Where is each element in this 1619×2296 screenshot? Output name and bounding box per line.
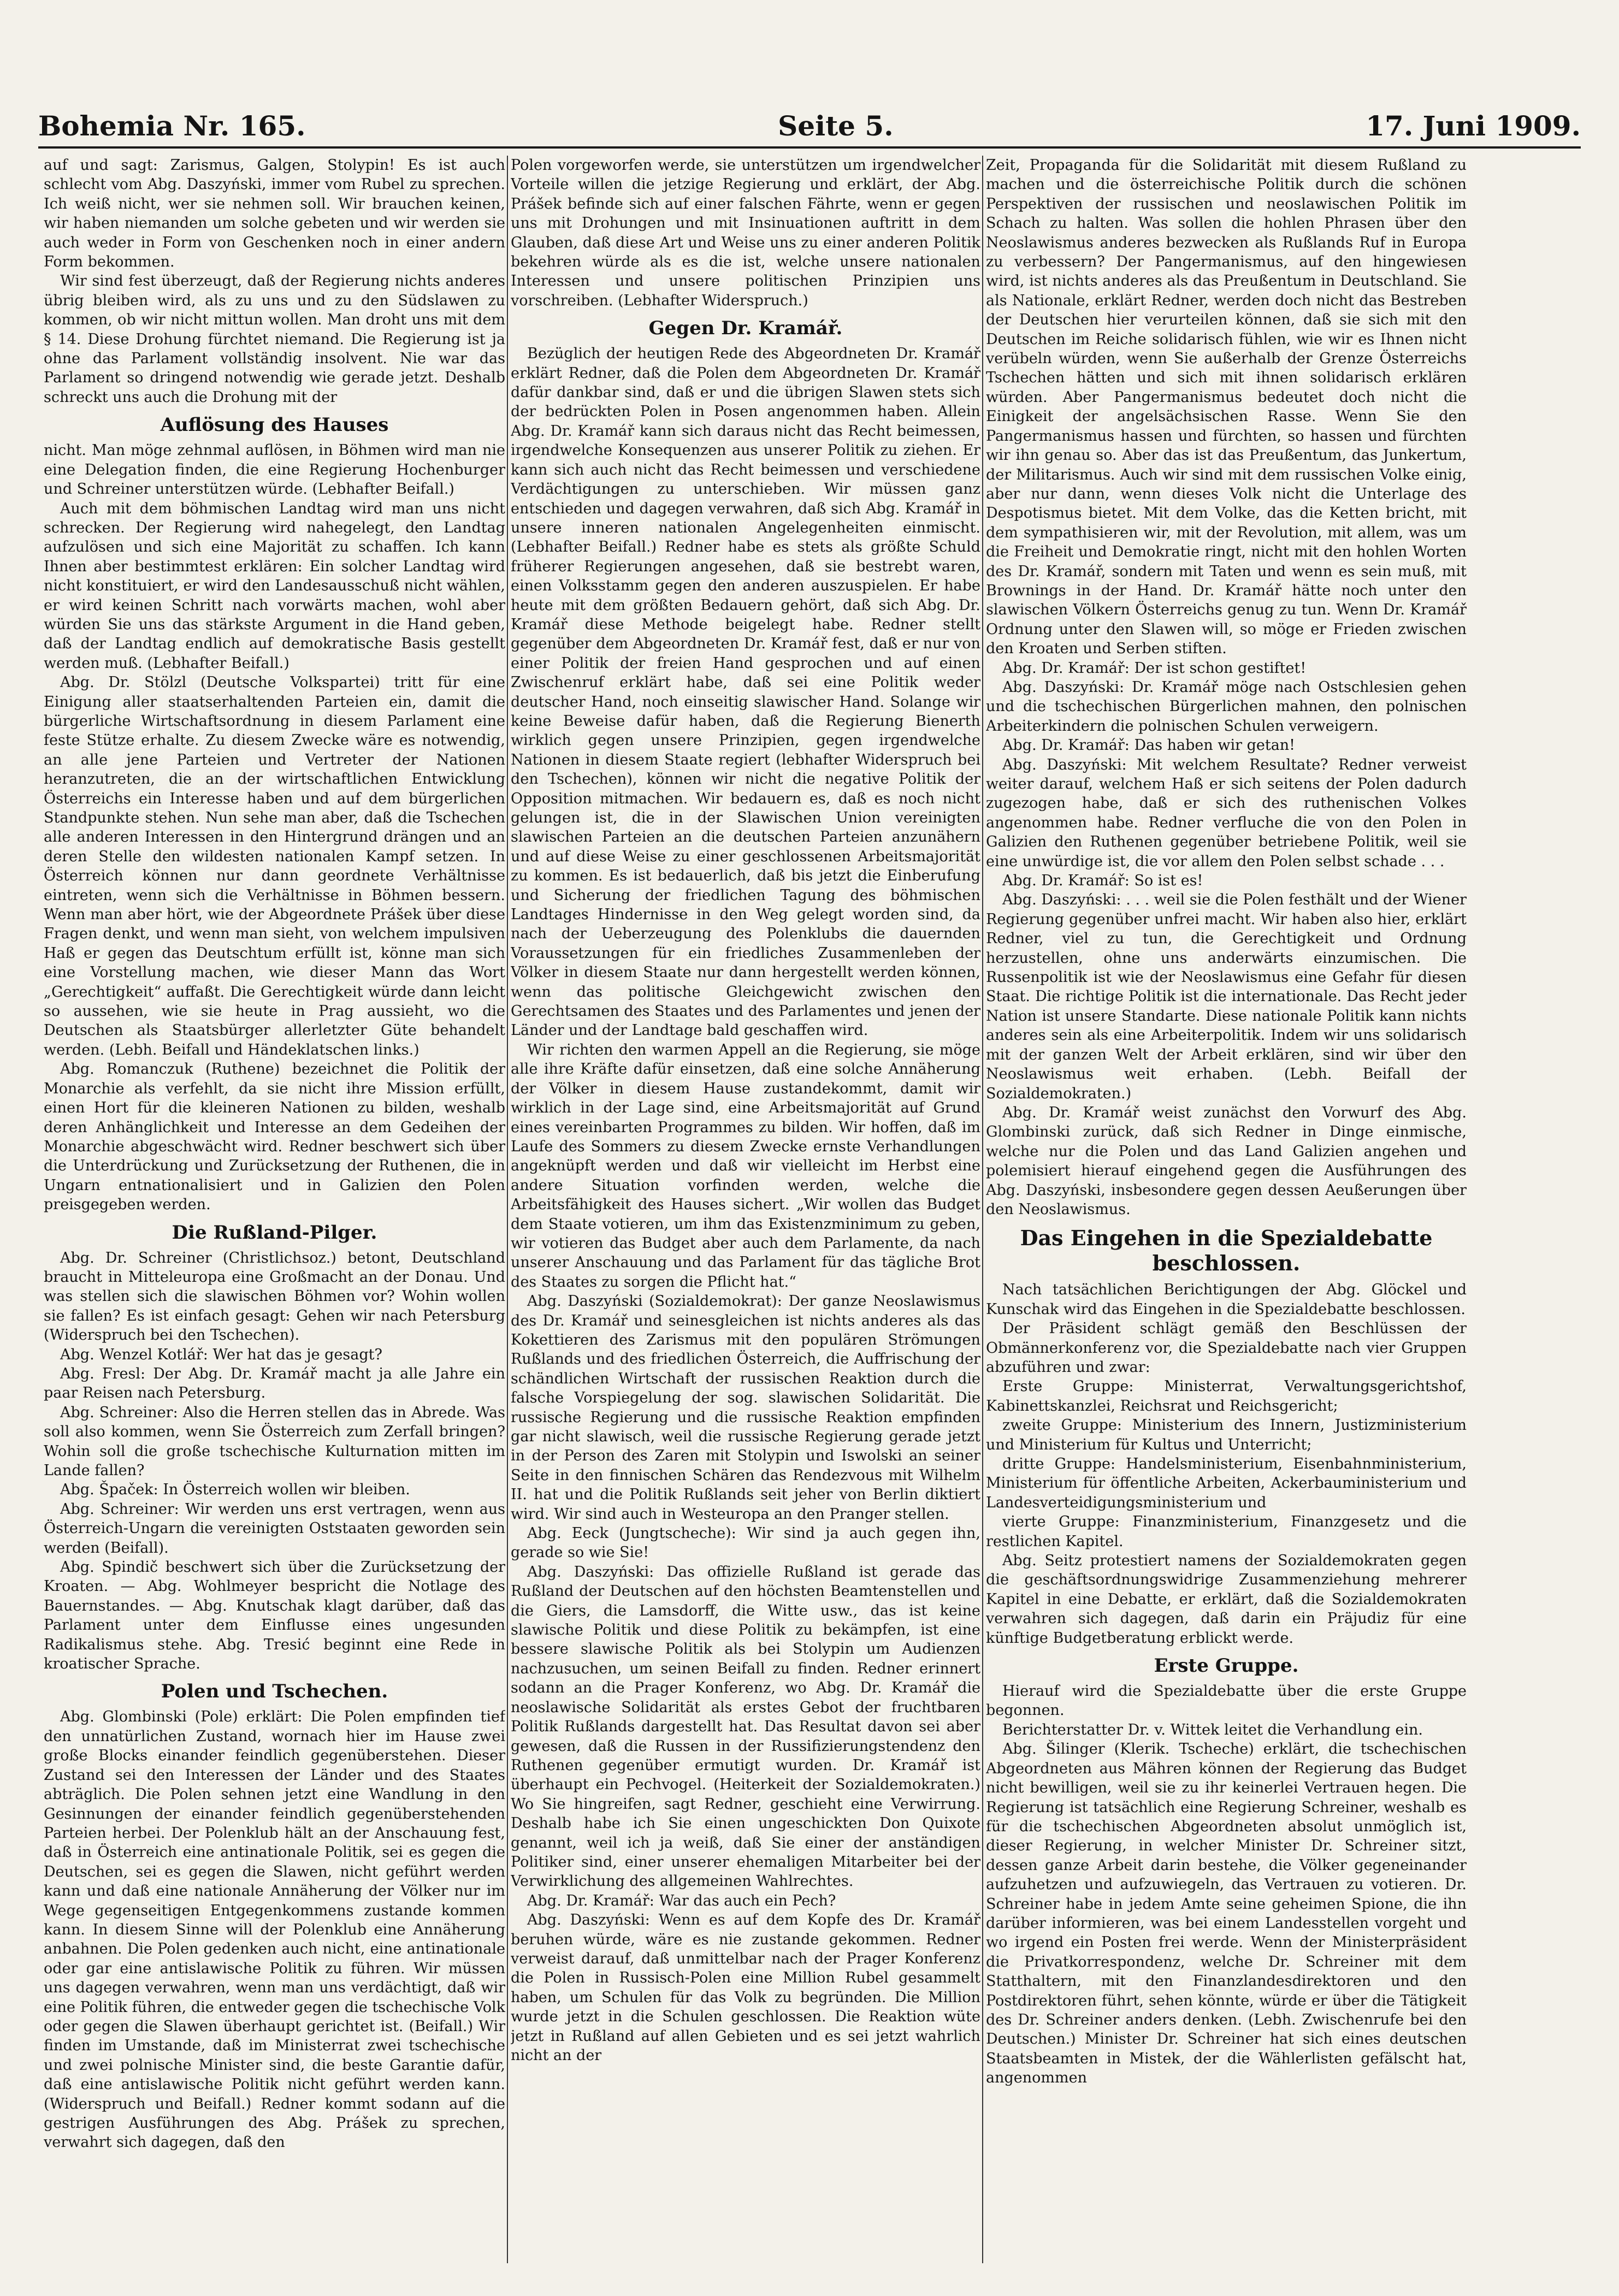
header-date: 17. Juni 1909. xyxy=(1366,110,1581,142)
paragraph: Abg. Schreiner: Wir werden uns erst vertragen, wenn aus Österreich-Ungarn die vereinigten Oststaaten geworden sein werden (Beifall). xyxy=(44,1500,505,1557)
paragraph: Abg. Romanczuk (Ruthene) bezeichnet die Politik der Monarchie als verfehlt, da sie nicht ihre Mission erfüllt, einen Hort für die kleineren Nationen zu bilden, weshalb deren Anhänglichkeit und Interesse an dem Gedeihen der Monarchie abgeschwächt wird. Redner beschwert sich über die Unterdrückung und Zurücksetzung der Ruthenen, die in Ungarn entnationalisiert und in Galizien den Polen preisgegeben werden. xyxy=(44,1061,505,1214)
paragraph: Abg. Dr. Kramář: Das haben wir getan! xyxy=(1002,737,1296,754)
header-issue: Bohemia Nr. 165. xyxy=(38,110,306,142)
section-heading: Das Eingehen in die Spezialdebatte beschlossen. xyxy=(1020,1226,1433,1276)
paragraph: Abg. Daszyński (Sozialdemokrat): Der ganze Neoslawismus des Dr. Kramář und seinesgleichen ist nichts anderes als das Kokettieren des Zarismus mit den populären Strömungen Rußlands und des friedlichen Österreich, die Auffrischung der schändlichen Wirtschaft der russischen Reaktion durch die falsche Vorspiegelung der sog. slawischen Solidarität. Die russische Regierung und die russische Reaktion empfinden gar nicht slawisch, weil die russische Regierung gerade jetzt in der Person des Zaren mit Stolypin und Iswolski an seiner Seite in den finnischen Schären das Rendezvous mit Wilhelm II. hat und die Politik Rußlands seit jeher von Berlin diktiert wird. Wir sind auch in Westeuropa an den Pranger stellen. xyxy=(511,1293,980,1523)
paragraph: Abg. Dr. Stölzl (Deutsche Volkspartei) tritt für eine Einigung aller staatserhaltenden Parteien ein, damit die bürgerliche Wirtschaftsordnung in diesem Parlament eine feste Stütze erhalte. Zu diesem Zwecke wäre es notwendig, an alle jene Parteien und Vertreter der Nationen heranzutreten, die an der wirtschaftlichen Entwicklung Österreichs ein Interesse haben und auf dem bürgerlichen Standpunkte stehen. Nun sehe man aber, daß die Tschechen alle anderen Interessen in den Hintergrund drängen und an deren Stelle den wildesten nationalen Kampf setzen. In Österreich können nur dann geordnete Verhältnisse eintreten, wenn sich die Verhältnisse in Böhmen bessern. Wenn man aber hört, wie der Abgeordnete Prášek über diese Fragen denkt, und wenn man sieht, von welchem impulsiven Haß er gegen das Deutschtum erfüllt ist, könne man sich eine Vorstellung machen, wie dieser Mann das Wort „Gerechtigkeit“ auffaßt. Die Gerechtigkeit würde dann leicht so aussehen, wie sie heute in Prag aussieht, wo die Deutschen als Staatsbürger allerletzter Güte behandelt werden. (Lebh. Beifall und Händeklatschen links.) xyxy=(44,674,505,1058)
paragraph: Abg. Fresl: Der Abg. Dr. Kramář macht ja alle Jahre ein paar Reisen nach Petersburg. xyxy=(44,1365,505,1402)
paragraph: Abg. Daszyński: . . . weil sie die Polen festhält und der Wiener Regierung gegenüber unfrei macht. Wir haben also hier, erklärt Redner, viel zu tun, die Gerechtigkeit und Ordnung herzustellen, ohne uns anderwärts einzumischen. Die Russenpolitik ist wie der Neoslawismus eine Gefahr für diesen Staat. Die richtige Politik ist die internationale. Das Recht jeder Nation ist unsere Standarte. Diese nationale Politik kann nichts anderes sein als eine Arbeiterpolitik. Indem wir uns solidarisch mit der ganzen Welt der Arbeit erklären, sind wir über den Neoslawismus weit erhaben. (Lebh. Beifall der Sozialdemokraten.) xyxy=(986,891,1467,1102)
column-divider xyxy=(507,156,508,2263)
paragraph: dritte Gruppe: Handelsministerium, Eisenbahnministerium, Ministerium für öffentliche Arbeiten, Ackerbauministerium und Landesverteidigungsministerium und xyxy=(986,1455,1467,1511)
paragraph: Abg. Daszyński: Mit welchem Resultate? Redner verweist weiter darauf, welchem Haß er sich seitens der Polen dadurch zugezogen habe, daß er sich des ruthenischen Volkes angenommen habe. Redner verfluche die von den Polen in Galizien den Ruthenen gegenüber betriebene Politik, weil sie eine unwürdige ist, die vor allem den Polen selbst schade . . . xyxy=(986,756,1467,870)
paragraph: auf und sagt: Zarismus, Galgen, Stolypin! Es ist auch schlecht vom Abg. Daszyński, immer vom Rubel zu sprechen. Ich weiß nicht, wer sie nehmen soll. Wir brauchen keinen, wir haben niemanden um solche gebeten und wir werden sie auch weder in Form von Geschenken noch in einer andern Form bekommen. xyxy=(44,157,505,271)
section-heading: Gegen Dr. Kramář. xyxy=(648,317,843,340)
paragraph: Abg. Dr. Kramář weist zunächst den Vorwurf des Abg. Glombinski zurück, daß sich Redner in Dinge einmische, welche nur die Polen und das Land Galizien angehen und polemisiert hierauf eingehend gegen die Ausführungen des Abg. Daszyński, insbesondere gegen dessen Aeußerungen über den Neoslawismus. xyxy=(986,1104,1467,1218)
paragraph: Abg. Šilinger (Klerik. Tscheche) erklärt, die tschechischen Abgeordneten aus Mähren können der Regierung das Budget nicht bewilligen, weil sie zu ihr keinerlei Vertrauen hegen. Die Regierung ist tatsächlich eine Regierung Schreiner, weshalb es für die tschechischen Abgeordneten absolut unmöglich ist, dieser Regierung, in welcher Minister Dr. Schreiner sitzt, dessen ganze Arbeit darin bestehe, die Völker gegeneinander aufzuhetzen und aufzuwiegeln, das Vertrauen zu votieren. Dr. Schreiner habe in jedem Amte seine geheimen Spione, die ihn darüber informieren, was bei einem Landesstellen vorgeht und wo irgend ein Posten frei werde. Wenn der Ministerpräsident die Privatkorrespondenz, welche Dr. Schreiner mit dem Statthaltern, mit den Finanzlandesdirektoren und den Postdirektoren führt, sehen könnte, würde er über die Tätigkeit des Dr. Schreiner anders denken. (Lebh. Zwischenrufe bei den Deutschen.) Minister Dr. Schreiner hat sich eines deutschen Staatsbeamten in Mistek, der die Wählerlisten gefälscht hat, angenommen xyxy=(986,1741,1467,2087)
paragraph: Abg. Wenzel Kotlář: Wer hat das je gesagt? xyxy=(60,1346,382,1363)
paragraph: Abg. Eeck (Jungtscheche): Wir sind ja auch gegen ihn, gerade so wie Sie! xyxy=(511,1525,980,1561)
header-rule xyxy=(38,146,1581,149)
column-3 xyxy=(986,156,1467,2263)
paragraph: Abg. Seitz protestiert namens der Sozialdemokraten gegen die geschäftsordnungswidrige Zusammenziehung mehrerer Kapitel in eine Debatte, er erklärt, daß die Sozialdemokraten verwahren sich dagegen, daß darin ein Präjudiz für eine künftige Budgetberatung erblickt werde. xyxy=(986,1552,1467,1647)
paragraph: Wir sind fest überzeugt, daß der Regierung nichts anderes übrig bleiben wird, als zu uns und zu den Südslawen zu kommen, ob wir nicht mittun wollen. Man droht uns mit dem § 14. Diese Drohung fürchtet niemand. Die Regierung ist ja ohne das Parlament vollständig insolvent. Nie war das Parlament so dringend notwendig wie gerade jetzt. Deshalb schreckt uns auch die Drohung mit der xyxy=(44,273,505,406)
paragraph: Abg. Dr. Kramář: War das auch ein Pech? xyxy=(527,1892,836,1909)
paragraph: Abg. Schreiner: Also die Herren stellen das in Abrede. Was soll also kommen, wenn Sie Österreich zum Zerfall bringen? Wohin soll die große tschechische Kulturnation mitten im Lande fallen? xyxy=(44,1404,505,1479)
paragraph: Erste Gruppe: Ministerrat, Verwaltungsgerichtshof, Kabinettskanzlei, Reichsrat und Reichsgericht; xyxy=(986,1378,1467,1415)
paragraph: Polen vorgeworfen werde, sie unterstützen um irgendwelcher Vorteile willen die jetzige Regierung und erklärt, der Abg. Prášek befinde sich auf einer falschen Fährte, wenn er gegen uns mit Drohungen und mit Insinuationen auftritt in dem Glauben, daß diese Art und Weise uns zu einer anderen Politik bekehren würde als es die ist, welche unsere nationalen Interessen und unsere politischen Prinzipien uns vorschreiben. (Lebhafter Widerspruch.) xyxy=(511,157,980,309)
section-heading: Erste Gruppe. xyxy=(1154,1655,1299,1677)
column-2 xyxy=(511,156,980,2263)
paragraph: Bezüglich der heutigen Rede des Abgeordneten Dr. Kramář erklärt Redner, daß die Polen dem Abgeordneten Dr. Kramář dafür dankbar sind, daß er und die übrigen Slawen stets sich der bedrückten Polen in Posen angenommen haben. Allein Abg. Dr. Kramář kann sich daraus nicht das Recht beimessen, irgendwelche Konsequenzen aus unserer Politik zu ziehen. Er kann sich auch nicht das Recht beimessen und verschiedene Verdächtigungen zu unterschieben. Wir müssen ganz entschieden und dagegen verwahren, daß sich Abg. Kramář in unsere inneren nationalen Angelegenheiten einmischt. (Lebhafter Beifall.) Redner habe es stets als größte Schuld früherer Regierungen angesehen, daß sie bestrebt waren, einen Volksstamm gegen den anderen auszuspielen. Er habe heute mit dem größten Bedauern gehört, daß sich Abg. Dr. Kramář diese Methode beigelegt habe. Redner stellt gegenüber dem Abgeordneten Dr. Kramář fest, daß er nur von einer Politik der freien Hand gesprochen und auf einen Zwischenruf erklärt habe, daß sei eine Politik weder deutscher Hand, noch einseitig slawischer Hand. Solange wir keine Beweise dafür haben, daß die Regierung Bienerth wirklich gegen unsere Prinzipien, gegen irgendwelche Nationen in diesem Staate regiert (lebhafter Widerspruch bei den Tschechen), können wir nicht die negative Politik der Opposition mitmachen. Wir bedauern es, daß es noch nicht gelungen ist, die in der Slawischen Union vereinigten slawischen Parteien an die deutschen Parteien anzunähern und auf diese Weise zu einer geschlossenen Arbeitsmajorität zu kommen. Es ist bedauerlich, daß bis jetzt die Einberufung und Sicherung der friedlichen Tagung des böhmischen Landtages Hindernisse in den Weg gelegt worden sind, da nach der Ueberzeugung des Polenklubs die dauernden Voraussetzungen für ein friedliches Zusammenleben der Völker in diesem Staate nur dann hergestellt werden können, wenn das politische Gleichgewicht zwischen den Gerechtsamen des Staates und des Parlamentes und jenen der Länder und der Landtage bald geschaffen wird. xyxy=(511,345,980,1039)
paragraph: Abg. Daszyński: Wenn es auf dem Kopfe des Dr. Kramář beruhen würde, wäre es nie zustande gekommen. Redner verweist darauf, daß unmittelbar nach der Prager Konferenz die Polen in Russisch-Polen eine Million Rubel gesammelt haben, um Schulen für das Volk zu begründen. Die Million wurde jetzt in die Schulen geschlossen. Die Reaktion wüte jetzt in Rußland auf allen Gebieten und es sei jetzt wahrlich nicht an der xyxy=(511,1912,980,2064)
paragraph: Abg. Spindič beschwert sich über die Zurücksetzung der Kroaten. — Abg. Wohlmeyer bespricht die Notlage des Bauernstandes. — Abg. Knutschak klagt darüber, daß das Parlament unter dem Einflusse eines ungesunden Radikalismus stehe. Abg. Tresić beginnt eine Rede in kroatischer Sprache. xyxy=(44,1559,505,1673)
paragraph: Berichterstatter Dr. v. Wittek leitet die Verhandlung ein. xyxy=(1002,1721,1423,1738)
page-header xyxy=(38,104,1581,142)
paragraph: Abg. Dr. Kramář: So ist es! xyxy=(1002,872,1203,890)
column-divider xyxy=(982,156,983,2263)
paragraph: Auch mit dem böhmischen Landtag wird man uns nicht schrecken. Der Regierung wird nahegelegt, den Landtag aufzulösen und sich eine Majorität zu schaffen. Ich kann Ihnen aber bestimmtest erklären: Ein solcher Landtag wird nicht konstituiert, er wird den Landesausschuß nicht wählen, er wird keinen Schritt nach vorwärts machen, wohl aber würden Sie uns das stärkste Argument in die Hand geben, daß der Landtag endlich auf demokratische Basis gestellt werden muß. (Lebhafter Beifall.) xyxy=(44,500,505,672)
paragraph: Der Präsident schlägt gemäß den Beschlüssen der Obmännerkonferenz vor, die Spezialdebatte nach vier Gruppen abzuführen und zwar: xyxy=(986,1320,1467,1376)
paragraph: Abg. Daszyński: Das offizielle Rußland ist gerade das Rußland der Deutschen auf den höchsten Beamtenstellen und die Giers, die Lamsdorff, die Witte usw., das ist keine slawische Politik und diese Politik zu bekämpfen, ist eine bessere slawische Politik als bei Stolypin um Audienzen nachzusuchen, um seinen Beifall zu finden. Redner erinnert sodann an die Prager Konferenz, wo Abg. Dr. Kramář die neoslawische Solidarität als erstes Gebot der fruchtbaren Politik Rußlands dargestellt hat. Das Resultat davon sei aber gewesen, daß die Russen in der Russifizierungstendenz den Ruthenen gegenüber ermutigt wurden. Dr. Kramář ist überhaupt ein Pechvogel. (Heiterkeit der Sozialdemokraten.) Wo Sie hingreifen, sagt Redner, geschieht eine Verwirrung. Deshalb habe ich Sie einen ungeschickten Don Quixote genannt, weil ich ja weiß, daß Sie einer der anständigen Politiker sind, einer unserer ehemaligen Mitarbeiter bei der Verwirklichung des allgemeinen Wahlrechtes. xyxy=(511,1563,980,1890)
section-heading: Die Rußland-Pilger. xyxy=(172,1221,377,1244)
paragraph: Abg. Dr. Schreiner (Christlichsoz.) betont, Deutschland braucht in Mitteleuropa eine Großmacht an der Donau. Und was stellen sich die slawischen Böhmen vor? Wohin wollen sie fallen? Es ist einfach gesagt: Gehen wir nach Petersburg (Widerspruch bei den Tschechen). xyxy=(44,1249,505,1344)
paragraph: Abg. Špaček: In Österreich wollen wir bleiben. xyxy=(60,1481,410,1499)
paragraph: Abg. Glombinski (Pole) erklärt: Die Polen empfinden tief den unnatürlichen Zustand, wornach hier im Hause zwei große Blocks einander feindlich gegenüberstehen. Dieser Zustand sei den Interessen der Länder und des Staates abträglich. Die Polen sehnen jetzt eine Wandlung in den Gesinnungen der einander feindlich gegenüberstehenden Parteien herbei. Der Polenklub hält an der Anschauung fest, daß in Österreich eine antinationale Politik, sei es gegen die Deutschen, sei es gegen die Slawen, nicht geführt werden kann und daß eine nationale Annäherung der Völker nur im Wege gegenseitigen Entgegenkommens zustande kommen kann. In diesem Sinne will der Polenklub eine Annäherung anbahnen. Die Polen gedenken auch nicht, eine antinationale oder gar eine antislawische Politik zu führen. Wir müssen uns dagegen verwahren, wenn man uns verdächtigt, daß wir eine Politik führen, die entweder gegen die tschechische Volk oder gegen die Slawen überhaupt gerichtet ist. (Beifall.) Wir finden im Umstande, daß im Ministerrat zwei tschechische und zwei polnische Minister sind, die beste Garantie dafür, daß eine antislawische Politik nicht geführt werden kann. (Widerspruch und Beifall.) Redner kommt sodann auf die gestrigen Ausführungen des Abg. Prášek zu sprechen, verwahrt sich dagegen, daß den xyxy=(44,1708,505,2151)
paragraph: Abg. Dr. Kramář: Der ist schon gestiftet! xyxy=(1002,659,1307,677)
section-heading: Polen und Tschechen. xyxy=(161,1680,388,1703)
paragraph: Nach tatsächlichen Berichtigungen der Abg. Glöckel und Kunschak wird das Eingehen in die Spezialdebatte beschlossen. xyxy=(986,1281,1467,1318)
header-page-number: Seite 5. xyxy=(778,110,894,142)
paragraph: zweite Gruppe: Ministerium des Innern, Justizministerium und Ministerium für Kultus und Unterricht; xyxy=(986,1417,1467,1453)
paragraph: Hierauf wird die Spezialdebatte über die erste Gruppe begonnen. xyxy=(986,1683,1467,1719)
paragraph: Wir richten den warmen Appell an die Regierung, sie möge alle ihre Kräfte dafür einsetzen, daß eine solche Annäherung der Völker in diesem Hause zustandekommt, damit wir wirklich in der Lage sind, eine Arbeitsmajorität auf Grund eines vereinbarten Programmes zu bilden. Wir hoffen, daß im Laufe des Sommers zu diesem Zwecke ernste Verhandlungen angeknüpft werden und daß wir vielleicht im Herbst eine andere Situation vorfinden werden, welche die Arbeitsfähigkeit des Hauses sichert. „Wir wollen das Budget dem Staate votieren, um ihm das Existenzminimum zu geben, wir votieren das Budget aber auch dem Parlamente, da nach unserer Anschauung und das Parlament für das tägliche Brot des Staates zu sorgen die Pflicht hat.“ xyxy=(511,1041,980,1291)
column-1 xyxy=(44,156,505,2263)
paragraph: nicht. Man möge zehnmal auflösen, in Böhmen wird man nie eine Delegation finden, die eine Regierung Hochenburger und Schreiner unterstützen würde. (Lebhafter Beifall.) xyxy=(44,442,505,498)
paragraph: Abg. Daszyński: Dr. Kramář möge nach Ostschlesien gehen und die tschechischen Bürgerlichen mahnen, den polnischen Arbeiterkindern die polnischen Schulen verweigern. xyxy=(986,678,1467,735)
paragraph: vierte Gruppe: Finanzministerium, Finanzgesetz und die restlichen Kapitel. xyxy=(986,1513,1467,1550)
section-heading: Auflösung des Hauses xyxy=(160,414,389,436)
paragraph: Zeit, Propaganda für die Solidarität mit diesem Rußland zu machen und die österreichische Politik durch die schönen Perspektiven der russischen und neoslawischen Politik im Schach zu halten. Was sollen die hohlen Phrasen über den Neoslawismus anderes bezwecken als Rußlands Ruf in Europa zu verbessern? Der Pangermanismus, auf den hingewiesen wird, ist nichts anderes als das Preußentum in Deutschland. Sie als Nationale, erklärt Redner, werden doch nicht das Bestreben der Deutschen hier verurteilen können, daß sie sich mit den Deutschen im Reiche solidarisch fühlen, wie wir es Ihnen nicht verübeln würden, wenn Sie außerhalb der Grenze Österreichs Tschechen hätten und sich mit ihnen solidarisch erklären würden. Aber Pangermanismus bedeutet doch nicht die Einigkeit der angelsächsischen Rasse. Wenn Sie den Pangermanismus hassen und fürchten, so hassen und fürchten wir ihn genau so. Aber das ist das Preußentum, das Junkertum, der Militarismus. Auch wir sind mit dem russischen Volke einig, aber nur dann, wenn dieses Volk nicht die Unterlage des Despotismus bietet. Mit dem Volke, das die Ketten bricht, mit dem sympathisieren wir, mit der Revolution, mit allem, was um die Freiheit und Demokratie ringt, nicht mit den hohlen Worten des Dr. Kramář, sondern mit Taten und wenn es sein muß, mit Brownings in der Hand. Dr. Kramář hätte noch unter den slawischen Völkern Österreichs genug zu tun. Wenn Dr. Kramář Ordnung unter den Slawen will, so möge er Frieden zwischen den Kroaten und Serben stiften. xyxy=(986,157,1467,658)
